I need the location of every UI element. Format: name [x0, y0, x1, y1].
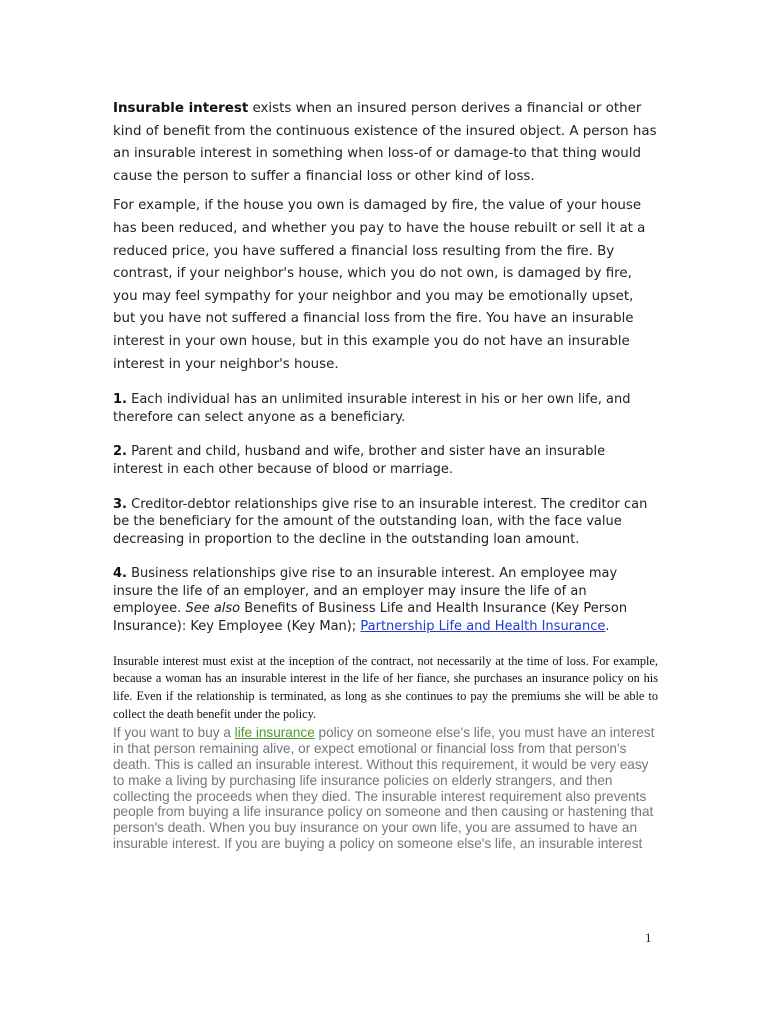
- item-text: Each individual has an unlimited insurable interest in his or her own life, and therefore can select anyone as a beneficiary.: [113, 392, 631, 425]
- life-insurance-link[interactable]: life insurance: [234, 725, 315, 741]
- partnership-insurance-link[interactable]: Partnership Life and Health Insurance: [360, 619, 606, 635]
- item-text: Parent and child, husband and wife, brother and sister have an insurable interest in each other because of blood or marriage.: [113, 444, 606, 477]
- item-text: Creditor-debtor relationships give rise to an insurable interest. The creditor can be the beneficiary for the amount of the outstanding loan, with the face value decreasing in proportion to the decline in the outstanding loan amount.: [113, 496, 648, 547]
- page-number: 1: [645, 930, 652, 945]
- gray-text-before: If you want to buy a: [113, 725, 235, 741]
- item-number: 4.: [113, 566, 127, 582]
- page-content: [113, 98, 658, 852]
- see-also-label: See also: [185, 601, 241, 617]
- gray-text-after: policy on someone else's life, you must have an interest in that person remaining alive, or expect emotional or financial loss from that person's death. This is called an insurable interest. Without this requirement, it would be very easy to make a living by purchasing life insurance policies on elderly strangers, and then collecting the proceeds when they died. The insurable interest requirement also prevents people from buying a life insurance policy on someone and then causing or hastening that person's death. When you buy insurance on your own life, you are assumed to have an insurable interest. If you are buying a policy on someone else's life, an insurable interest: [113, 725, 655, 852]
- item-end: .: [605, 619, 610, 635]
- numbered-item-2: [113, 443, 658, 478]
- item-text: Business relationships give rise to an insurable interest. An employee may insure the life of an employer, and an employer may insure the life of an employee.: [113, 566, 618, 617]
- inception-paragraph: Insurable interest must exist at the inception of the contract, not necessarily at the time of loss. For example, because a woman has an insurable interest in the life of her fiance, she purchases an insurance policy on his life. Even if the relationship is terminated, as long as she continues to pay the premiums she will be able to collect the death benefit under the policy.: [113, 653, 658, 721]
- numbered-item-1: [113, 391, 658, 426]
- item-number: 1.: [113, 392, 127, 408]
- reference-text: Benefits of Business Life and Health Insurance (Key Person Insurance): Key Employee (Key Man);: [113, 601, 628, 635]
- item-number: 2.: [113, 444, 127, 460]
- numbered-item-3: [113, 496, 658, 549]
- term-heading: Insurable interest: [113, 101, 249, 116]
- numbered-item-4: [113, 565, 658, 635]
- intro-paragraph: [113, 98, 658, 188]
- definition-text: exists when an insured person derives a financial or other kind of benefit from the continuous existence of the insured object. A person has an insurable interest in something when loss-of or damage-to that thing would cause the person to suffer a financial loss or other kind of loss.: [113, 101, 657, 184]
- example-paragraph: For example, if the house you own is damaged by fire, the value of your house has been reduced, and whether you pay to have the house rebuilt or sell it at a reduced price, you have suffered a financial loss resulting from the fire. By contrast, if your neighbor's house, which you do not own, is damaged by fire, you may feel sympathy for your neighbor and you may be emotionally upset, but you have not suffered a financial loss from the fire. You have an insurable interest in your own house, but in this example you do not have an insurable interest in your neighbor's house.: [113, 198, 646, 372]
- item-number: 3.: [113, 496, 127, 512]
- life-insurance-paragraph: [113, 725, 658, 851]
